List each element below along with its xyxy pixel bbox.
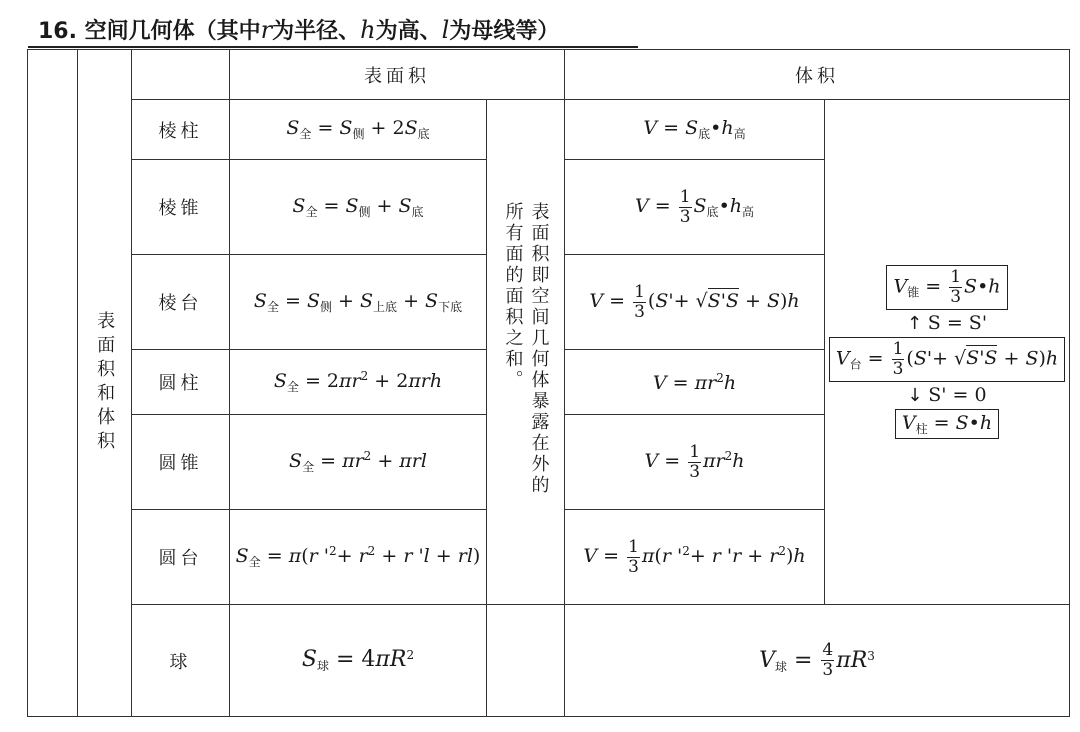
page-title: 16. 空间几何体（其中r为半径、h为高、l为母线等） — [38, 16, 560, 44]
volume-frustum: V = $\frac{1}{3}$ (S'+ √S'S + S)h — [565, 255, 825, 350]
surface-note-cell — [487, 100, 565, 605]
surface-pyramid: $S_全 = S_侧 + S_底$ — [230, 160, 487, 255]
surface-note: 表面积即空间几何体暴露在外的所有面的面积之和。 — [502, 202, 550, 496]
header-volume: 体积 — [565, 50, 1070, 100]
row-name-prism: 棱柱 — [132, 100, 230, 160]
header-blank — [132, 50, 230, 100]
side-label: 表面积和体积 — [94, 311, 116, 455]
volume-sphere: $V_球$ = $\frac{4}{3}$ $\pi R^3$ — [565, 605, 1070, 717]
surface-cylinder: $S_全 = 2\pi r^2 + 2\pi rh$ — [230, 350, 487, 415]
volume-relations-cell: $V_锥$ = $\frac{1}{3}$ S•h ↑ S = S' $V_台$ = $\frac{1}{3}$ (S'+ √S'S + S)h ↓ S' = 0 $V_柱$ = S•h — [825, 100, 1070, 605]
arrow-down-icon: ↓ — [907, 384, 923, 406]
row-name-frustum: 棱台 — [132, 255, 230, 350]
title-underline — [28, 46, 638, 48]
row-name-sphere: 球 — [132, 605, 230, 717]
volume-cylinder: $V = \pi r^2h$ — [565, 350, 825, 415]
surface-frustum: $S_全 = S_侧 + S_{上底} + S_{下底}$ — [230, 255, 487, 350]
row-name-cone: 圆锥 — [132, 415, 230, 510]
formula-table — [27, 49, 1070, 717]
surface-prism: $S_全 = S_侧 + 2S_底$ — [230, 100, 487, 160]
prism-volume-box: $V_柱$ = S•h — [895, 409, 999, 439]
row-name-cylinder: 圆柱 — [132, 350, 230, 415]
side-label-cell — [78, 50, 132, 717]
row-name-truncated-cone: 圆台 — [132, 510, 230, 605]
surface-cone: $S_全 = \pi r^2 + \pi rl$ — [230, 415, 487, 510]
row-name-pyramid: 棱锥 — [132, 160, 230, 255]
cone-volume-box: $V_锥$ = $\frac{1}{3}$ S•h — [886, 265, 1007, 310]
sphere-blank — [487, 605, 565, 717]
surface-truncated-cone: $S_全 = \pi(r$ '$^2+ r^2 + r$ 'l + rl) — [230, 510, 487, 605]
volume-prism: $V = S_底•h_高$ — [565, 100, 825, 160]
header-surface: 表面积 — [230, 50, 565, 100]
volume-pyramid: V = $\frac{1}{3}$ $S_底•h_高$ — [565, 160, 825, 255]
volume-truncated-cone: V = $\frac{1}{3}$ π(r '$^2+ r$ '$r + r^2)h$ — [565, 510, 825, 605]
frustum-volume-box: $V_台$ = $\frac{1}{3}$ (S'+ √S'S + S)h — [829, 337, 1065, 382]
surface-sphere: $S_球 = 4\pi R^2$ — [230, 605, 487, 717]
volume-cone: V = $\frac{1}{3}$ $\pi r^2h$ — [565, 415, 825, 510]
arrow-up-icon: ↑ — [906, 313, 923, 334]
blank-column — [28, 50, 78, 717]
